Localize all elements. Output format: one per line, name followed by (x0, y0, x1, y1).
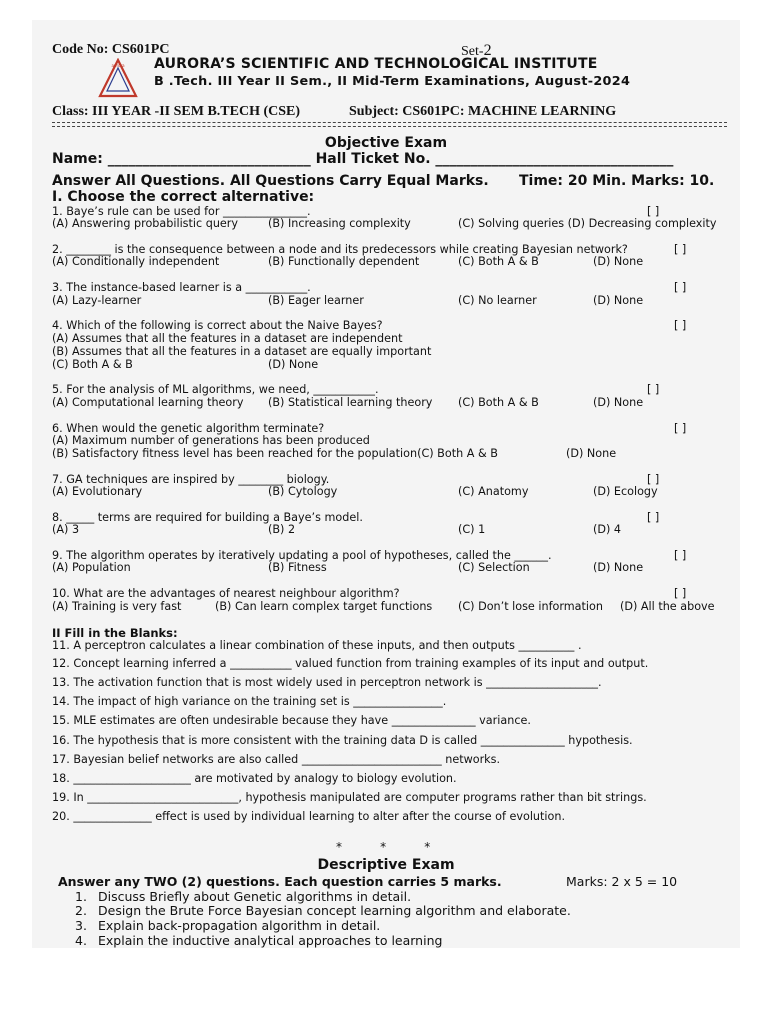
set-text: Set- (461, 44, 484, 59)
option: (C) 1 (458, 523, 486, 536)
descriptive-question: Explain back-propagation algorithm in detail. (98, 918, 381, 933)
option: (C) Both A & B (458, 255, 539, 268)
option: (D) None (566, 447, 617, 460)
option: (A) Evolutionary (52, 485, 143, 498)
option: (A) Computational learning theory (52, 396, 244, 409)
question-9: 9. The algorithm operates by iteratively updating a pool of hypotheses, called the ______. (52, 549, 552, 562)
fill-blank-item: 11. A perceptron calculates a linear combination of these inputs, and then outputs __________ . (52, 639, 582, 652)
answer-bracket-6: [ ] (674, 422, 687, 435)
question-4: 4. Which of the following is correct about the Naive Bayes? (52, 319, 383, 332)
question-6: 6. When would the genetic algorithm terminate? (52, 422, 325, 435)
code-number: Code No: CS601PC (52, 42, 170, 57)
question-3: 3. The instance-based learner is a ___________. (52, 281, 311, 294)
option: (C) Both A & B (458, 396, 539, 409)
option: (A) Answering probabilistic query (52, 217, 239, 230)
option: (C) No learner (458, 294, 537, 307)
exam-title: B .Tech. III Year II Sem., II Mid-Term Examinations, August-2024 (154, 74, 631, 89)
answer-bracket-2: [ ] (674, 243, 687, 256)
option: (A) 3 (52, 523, 80, 536)
option: (D) None (593, 294, 644, 307)
question-1: 1. Baye’s rule can be used for _______________. (52, 205, 311, 218)
answer-bracket-3: [ ] (674, 281, 687, 294)
option: (B) Can learn complex target functions (215, 600, 433, 613)
divider-line-2 (52, 126, 727, 127)
list-number: 2. (75, 903, 87, 918)
option: (D) None (268, 358, 319, 371)
answer-bracket-1: [ ] (647, 205, 660, 218)
fill-blank-item: 13. The activation function that is most widely used in perceptron network is ____________________. (52, 676, 602, 689)
objective-instructions: Answer All Questions. All Questions Carry Equal Marks. (52, 173, 489, 189)
answer-bracket-5: [ ] (647, 383, 660, 396)
answer-bracket-4: [ ] (674, 319, 687, 332)
option: (D) All the above (620, 600, 715, 613)
question-8: 8. _____ terms are required for building a Baye’s model. (52, 511, 363, 524)
answer-bracket-7: [ ] (647, 473, 660, 486)
section-separator-stars: * * * (336, 840, 431, 854)
divider-line (52, 122, 727, 123)
option: (B) Satisfactory fitness level has been reached for the population(C) Both A & B (52, 447, 498, 460)
section-one-heading: I. Choose the correct alternative: (52, 189, 315, 205)
time-marks: Time: 20 Min. Marks: 10. (519, 173, 715, 189)
descriptive-marks: Marks: 2 x 5 = 10 (566, 874, 678, 889)
question-7: 7. GA techniques are inspired by ________ biology. (52, 473, 330, 486)
fill-blank-item: 19. In ___________________________, hypothesis manipulated are computer programs rather than bit strings. (52, 791, 647, 804)
objective-title: Objective Exam (324, 135, 448, 151)
option: (D) Ecology (593, 485, 658, 498)
option: (D) 4 (593, 523, 622, 536)
option: (B) Fitness (268, 561, 327, 574)
option: (A) Training is very fast (52, 600, 182, 613)
fill-blank-item: 16. The hypothesis that is more consistent with the training data D is called _______________ hypothesis. (52, 734, 633, 747)
option: (C) Anatomy (458, 485, 529, 498)
option: (C) Don’t lose information (458, 600, 603, 613)
subject-label: Subject: CS601PC: MACHINE LEARNING (349, 104, 617, 119)
fill-blank-item: 18. _____________________ are motivated by analogy to biology evolution. (52, 772, 457, 785)
option: (D) None (593, 396, 644, 409)
option: (B) Cytology (268, 485, 338, 498)
option: (A) Population (52, 561, 131, 574)
name-hallticket-line: Name: _____________________________ Hall Ticket No. __________________________________ (52, 151, 674, 167)
descriptive-question: Explain the inductive analytical approaches to learning (98, 933, 443, 948)
fill-blank-item: 15. MLE estimates are often undesirable because they have _______________ variance. (52, 714, 531, 727)
descriptive-title: Descriptive Exam (317, 857, 455, 873)
answer-bracket-10: [ ] (674, 587, 687, 600)
option: (C) Both A & B (52, 358, 133, 371)
set-number: 2 (483, 42, 492, 59)
fill-blank-item: 12. Concept learning inferred a ___________ valued function from training examples of its input and output. (52, 657, 649, 670)
descriptive-instructions: Answer any TWO (2) questions. Each question carries 5 marks. (58, 874, 502, 889)
question-5: 5. For the analysis of ML algorithms, we need, ___________. (52, 383, 379, 396)
option: (B) Functionally dependent (268, 255, 420, 268)
option: (A) Conditionally independent (52, 255, 220, 268)
option: (B) 2 (268, 523, 296, 536)
option: (C) Selection (458, 561, 530, 574)
list-number: 1. (75, 889, 87, 904)
institute-name: AURORA’S SCIENTIFIC AND TECHNOLOGICAL INSTITUTE (154, 56, 598, 72)
answer-bracket-9: [ ] (674, 549, 687, 562)
fill-blank-item: 20. ______________ effect is used by individual learning to alter after the course of evolution. (52, 810, 566, 823)
option: (D) None (593, 561, 644, 574)
option: (A) Assumes that all the features in a dataset are independent (52, 332, 403, 345)
list-number: 4. (75, 933, 87, 948)
option: (B) Eager learner (268, 294, 364, 307)
fill-blank-item: 14. The impact of high variance on the training set is ________________. (52, 695, 447, 708)
class-label: Class: III YEAR -II SEM B.TECH (CSE) (52, 104, 301, 119)
list-number: 3. (75, 918, 87, 933)
institute-logo (98, 58, 138, 98)
option: (B) Assumes that all the features in a dataset are equally important (52, 345, 432, 358)
option: (B) Statistical learning theory (268, 396, 433, 409)
option: (A) Lazy-learner (52, 294, 142, 307)
option: (A) Maximum number of generations has been produced (52, 434, 370, 447)
fill-blank-item: 17. Bayesian belief networks are also called _________________________ networks. (52, 753, 501, 766)
option: (B) Increasing complexity (268, 217, 411, 230)
option: (D) None (593, 255, 644, 268)
section-two-heading: II Fill in the Blanks: (52, 626, 178, 640)
descriptive-question: Discuss Briefly about Genetic algorithms in detail. (98, 889, 412, 904)
answer-bracket-8: [ ] (647, 511, 660, 524)
descriptive-question: Design the Brute Force Bayesian concept learning algorithm and elaborate. (98, 903, 571, 918)
question-10: 10. What are the advantages of nearest neighbour algorithm? (52, 587, 400, 600)
logo-text: aurora (111, 63, 125, 68)
option: (C) Solving queries (D) Decreasing complexity (458, 217, 717, 230)
question-2: 2. ________ is the consequence between a node and its predecessors while creating Bayesian network? (52, 243, 628, 256)
